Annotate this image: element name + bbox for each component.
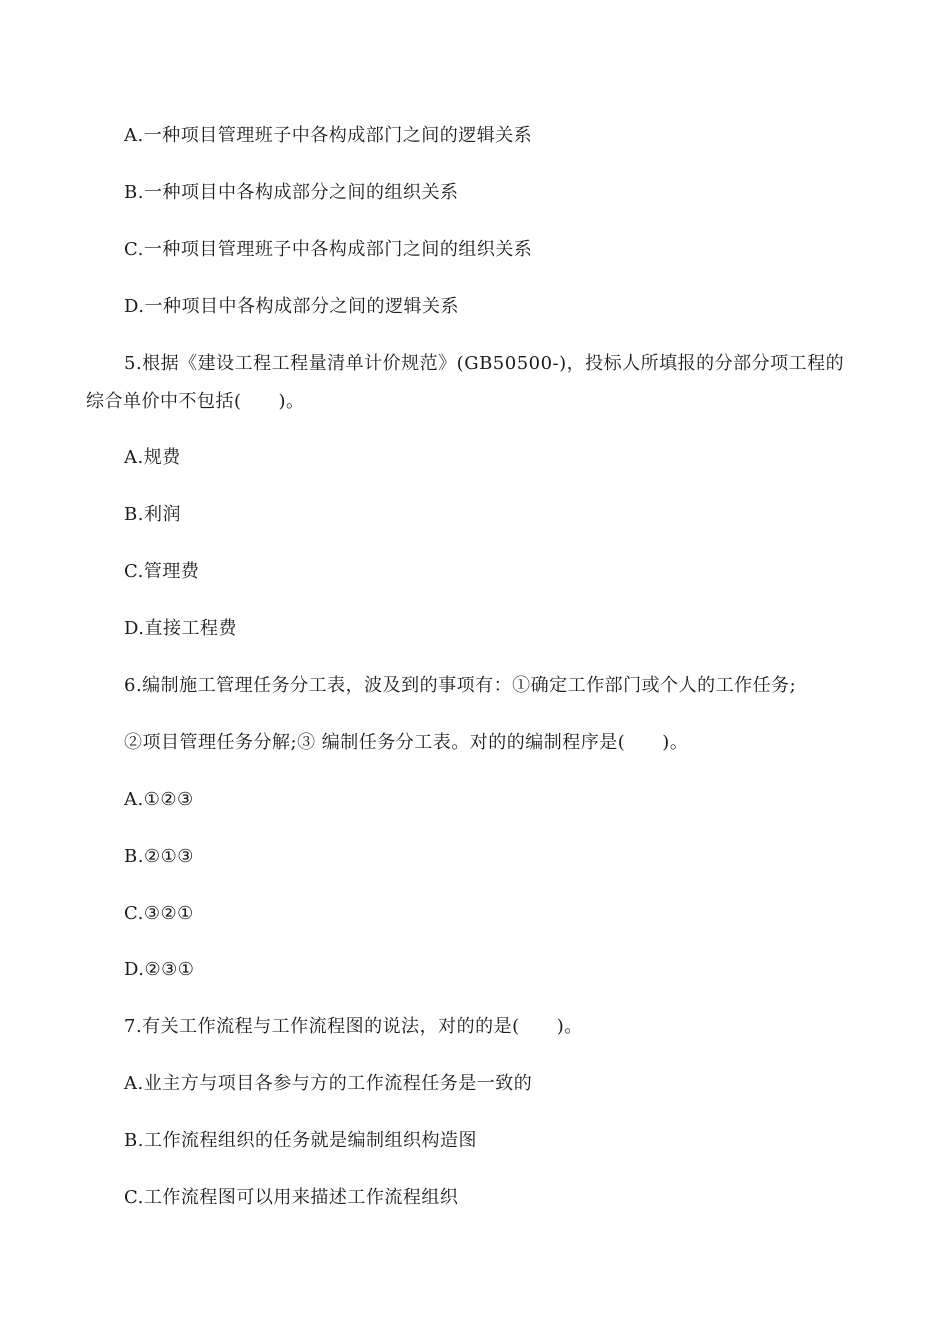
q6-stem-line2: ②项目管理任务分解;③ 编制任务分工表。对的的编制程序是( )。 [124, 732, 689, 753]
q7-option-c: C.工作流程图可以用来描述工作流程组织 [124, 1187, 459, 1208]
q5-option-d: D.直接工程费 [124, 618, 238, 639]
q7-option-b: B.工作流程组织的任务就是编制组织构造图 [124, 1130, 477, 1151]
q4-option-a: A.一种项目管理班子中各构成部门之间的逻辑关系 [124, 125, 533, 146]
q5-stem-line1: 5.根据《建设工程工程量清单计价规范》(GB50500-)，投标人所填报的分部分项工程的 [124, 353, 845, 374]
q7-stem: 7.有关工作流程与工作流程图的说法，对的的是( )。 [124, 1016, 583, 1037]
q7-option-a: A.业主方与项目各参与方的工作流程任务是一致的 [124, 1073, 533, 1094]
q6-stem-line1: 6.编制施工管理任务分工表，波及到的事项有：①确定工作部门或个人的工作任务; [124, 675, 797, 696]
q4-option-b: B.一种项目中各构成部分之间的组织关系 [124, 182, 459, 203]
q5-option-b: B.利润 [124, 504, 181, 525]
q5-option-a: A.规费 [124, 447, 181, 468]
q4-option-d: D.一种项目中各构成部分之间的逻辑关系 [124, 296, 460, 317]
q6-option-b: B.②①③ [124, 846, 194, 867]
q6-option-c: C.③②① [124, 903, 194, 924]
q4-option-c: C.一种项目管理班子中各构成部门之间的组织关系 [124, 239, 533, 260]
q6-option-d: D.②③① [124, 959, 195, 980]
q5-option-c: C.管理费 [124, 561, 200, 582]
q6-option-a: A.①②③ [124, 789, 194, 810]
q5-stem-line2: 综合单价中不包括( )。 [86, 391, 305, 412]
